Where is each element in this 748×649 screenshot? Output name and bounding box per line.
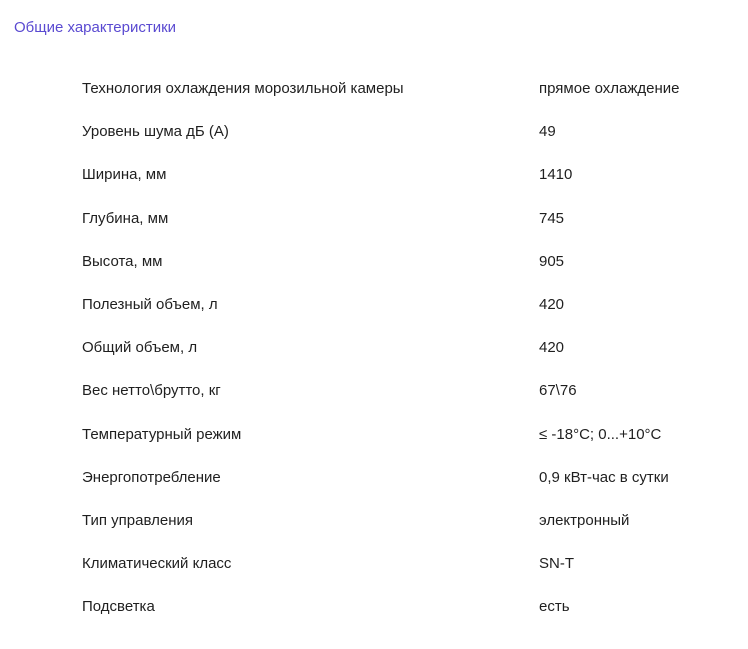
spec-label: Ширина, мм (82, 166, 167, 184)
specs-table (82, 67, 722, 628)
spec-row-weight (82, 369, 722, 412)
spec-row-height (82, 240, 722, 283)
spec-label: Температурный режим (82, 425, 242, 443)
spec-label: Вес нетто\брутто, кг (82, 382, 221, 400)
spec-value: 49 (539, 123, 556, 141)
spec-label: Общий объем, л (82, 339, 198, 357)
spec-label: Полезный объем, л (82, 296, 218, 314)
spec-row-control-type (82, 499, 722, 542)
spec-value: прямое охлаждение (539, 80, 680, 98)
spec-row-temperature-mode (82, 413, 722, 456)
spec-label: Глубина, мм (82, 209, 169, 227)
spec-value: 745 (539, 209, 565, 227)
spec-value: 67\76 (539, 382, 577, 400)
spec-row-depth (82, 197, 722, 240)
spec-row-lighting (82, 585, 722, 628)
spec-value: 905 (539, 252, 565, 270)
spec-value: SN-T (539, 555, 574, 573)
spec-label: Технология охлаждения морозильной камеры (82, 80, 404, 98)
spec-row-usable-volume (82, 283, 722, 326)
spec-row-freezer-cooling (82, 67, 722, 110)
spec-label: Энергопотребление (82, 468, 221, 486)
spec-row-width (82, 153, 722, 196)
spec-label: Тип управления (82, 511, 193, 529)
spec-row-noise-level (82, 110, 722, 153)
spec-value: есть (539, 598, 570, 616)
spec-label: Уровень шума дБ (А) (82, 123, 229, 141)
spec-value: 420 (539, 296, 565, 314)
spec-row-total-volume (82, 326, 722, 369)
section-title-general-specs[interactable]: Общие характеристики (14, 19, 177, 36)
spec-label: Высота, мм (82, 252, 163, 270)
spec-label: Климатический класс (82, 555, 232, 573)
spec-value: ≤ -18°C; 0...+10°C (539, 425, 662, 443)
spec-label: Подсветка (82, 598, 155, 616)
spec-value: 420 (539, 339, 565, 357)
spec-value: 1410 (539, 166, 573, 184)
spec-value: электронный (539, 511, 630, 529)
spec-row-climate-class (82, 542, 722, 585)
spec-value: 0,9 кВт-час в сутки (539, 468, 669, 486)
spec-row-energy-consumption (82, 456, 722, 499)
